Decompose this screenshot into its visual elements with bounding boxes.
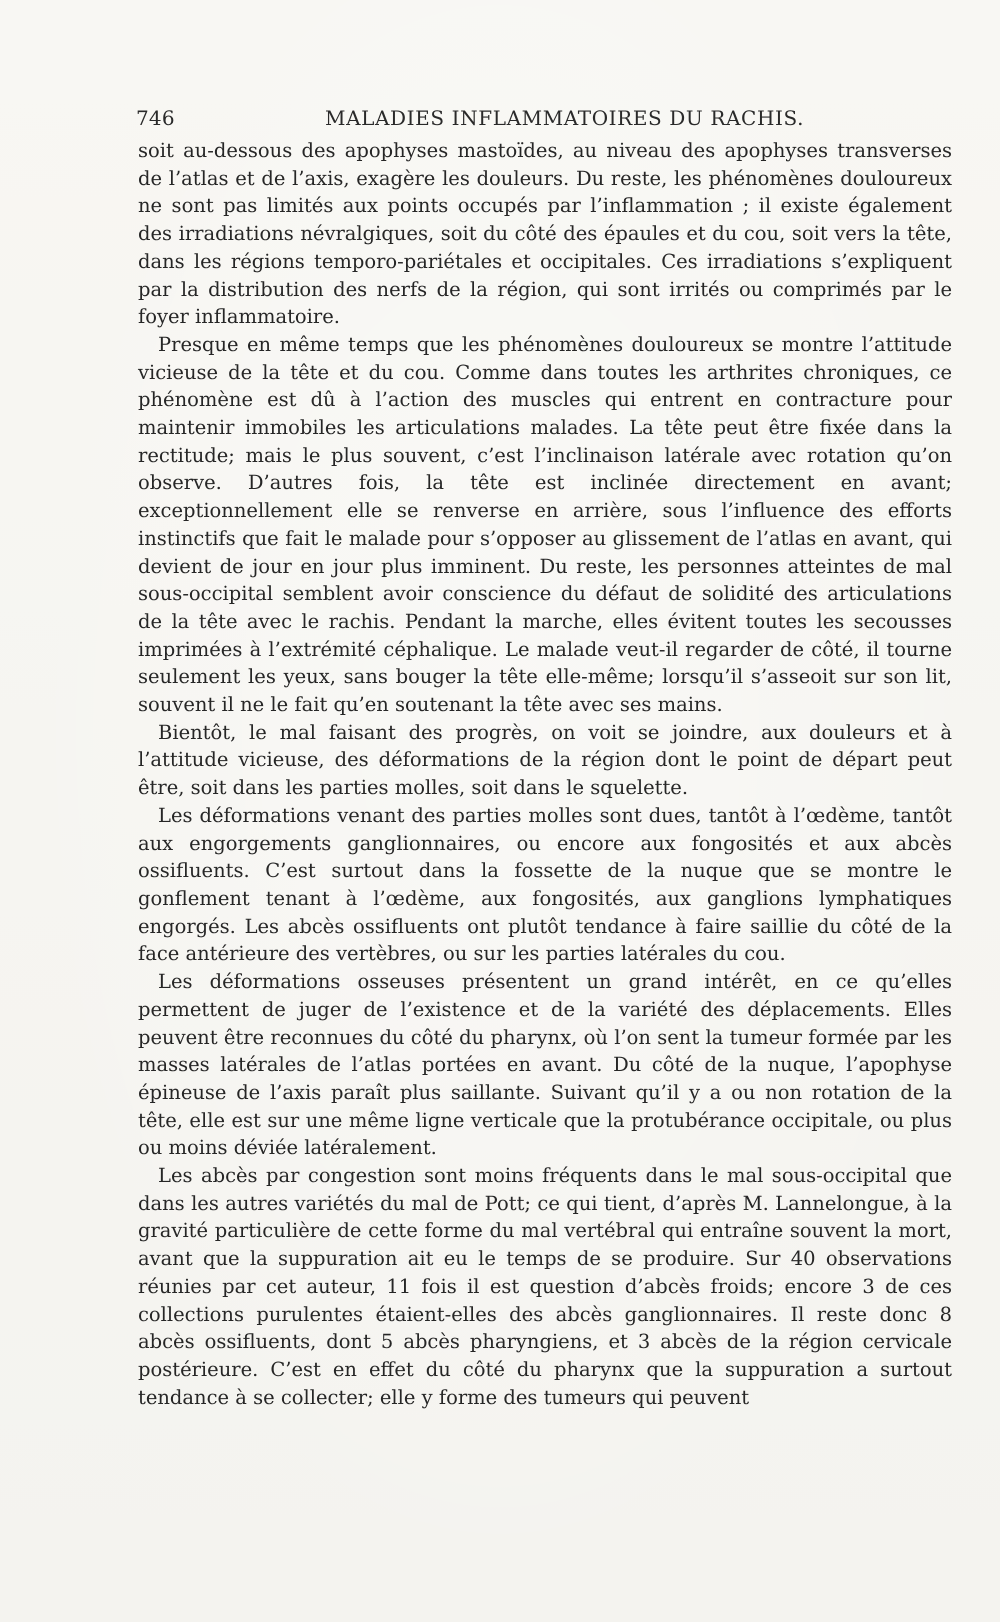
- paragraph-attitude-vicieuse: Presque en même temps que les phénomènes douloureux se montre l’attitude vicieuse de la tête et du cou. Comme dans toutes les arthrites chroniques, ce phénomène est dû à l’action des muscles qui entrent en contracture pour maintenir immobiles les articulations malades. La tête peut être fixée dans la rectitude; mais le plus souvent, c’est l’inclinaison latérale avec rotation qu’on observe. D’autres fois, la tête est inclinée directement en avant; exceptionnellement elle se renverse en arrière, sous l’influence des efforts instinctifs que fait le malade pour s’opposer au glissement de l’atlas en avant, qui devient de jour en jour plus imminent. Du reste, les personnes atteintes de mal sous-occipital semblent avoir conscience du défaut de solidité des articulations de la tête avec le rachis. Pendant la marche, elles évitent toutes les secousses imprimées à l’extrémité céphalique. Le malade veut-il regarder de côté, il tourne seulement les yeux, sans bouger la tête elle-même; lorsqu’il s’asseoit sur son lit, souvent il ne le fait qu’en soutenant la tête avec ses mains.: [138, 332, 952, 717]
- paragraph-continuation: soit au-dessous des apophyses mastoïdes, au niveau des apophyses transverses de l’atlas et de l’axis, exagère les douleurs. Du reste, les phénomènes douloureux ne sont pas limités aux points occupés par l’inflammation ; il existe également des irradiations névralgiques, soit du côté des épaules et du cou, soit vers la tête, dans les régions temporo-pariétales et occipitales. Ces irradiations s’expliquent par la distribution des nerfs de la région, qui sont irrités ou comprimés par le foyer inflammatoire.: [138, 139, 952, 329]
- page-header: [136, 106, 956, 136]
- paragraph-abces-congestion: Les abcès par congestion sont moins fréquents dans le mal sous-occipital que dans les autres variétés du mal de Pott; ce qui tient, d’après M. Lannelongue, à la gravité particulière de cette forme du mal vertébral qui entraîne souvent la mort, avant que la suppuration ait eu le temps de se produire. Sur 40 observations réunies par cet auteur, 11 fois il est question d’abcès froids; encore 3 de ces collections purulentes étaient-elles des abcès ganglionnaires. Il reste donc 8 abcès ossifluents, dont 5 abcès pharyngiens, et 3 abcès de la région cervicale postérieure. C’est en effet du côté du pharynx que la suppuration a surtout tendance à se collecter; elle y forme des tumeurs qui peuvent: [138, 1164, 952, 1409]
- body-text: [138, 137, 952, 1411]
- running-title: MALADIES INFLAMMATOIRES DU RACHIS.: [325, 106, 805, 130]
- paragraph-deformations-intro: Bientôt, le mal faisant des progrès, on voit se joindre, aux douleurs et à l’attitude vicieuse, des déformations de la région dont le point de départ peut être, soit dans les parties molles, soit dans le squelette.: [138, 720, 952, 800]
- paragraph-deformations-parties-molles: Les déformations venant des parties molles sont dues, tantôt à l’œdème, tantôt aux engorgements ganglionnaires, ou encore aux fongosités et aux abcès ossifluents. C’est surtout dans la fossette de la nuque que se montre le gonflement tenant à l’œdème, aux fongosités, aux ganglions lymphatiques engorgés. Les abcès ossifluents ont plutôt tendance à faire saillie du côté de la face antérieure des vertèbres, ou sur les parties latérales du cou.: [138, 803, 952, 966]
- paragraph-deformations-osseuses: Les déformations osseuses présentent un grand intérêt, en ce qu’elles permettent de juger de l’existence et de la variété des déplacements. Elles peuvent être reconnues du côté du pharynx, où l’on sent la tumeur formée par les masses latérales de l’atlas portées en avant. Du côté de la nuque, l’apophyse épineuse de l’axis paraît plus saillante. Suivant qu’il y a ou non rotation de la tête, elle est sur une même ligne verticale que la protubérance occipitale, ou plus ou moins déviée latéralement.: [138, 970, 952, 1160]
- page-number: 746: [136, 106, 175, 130]
